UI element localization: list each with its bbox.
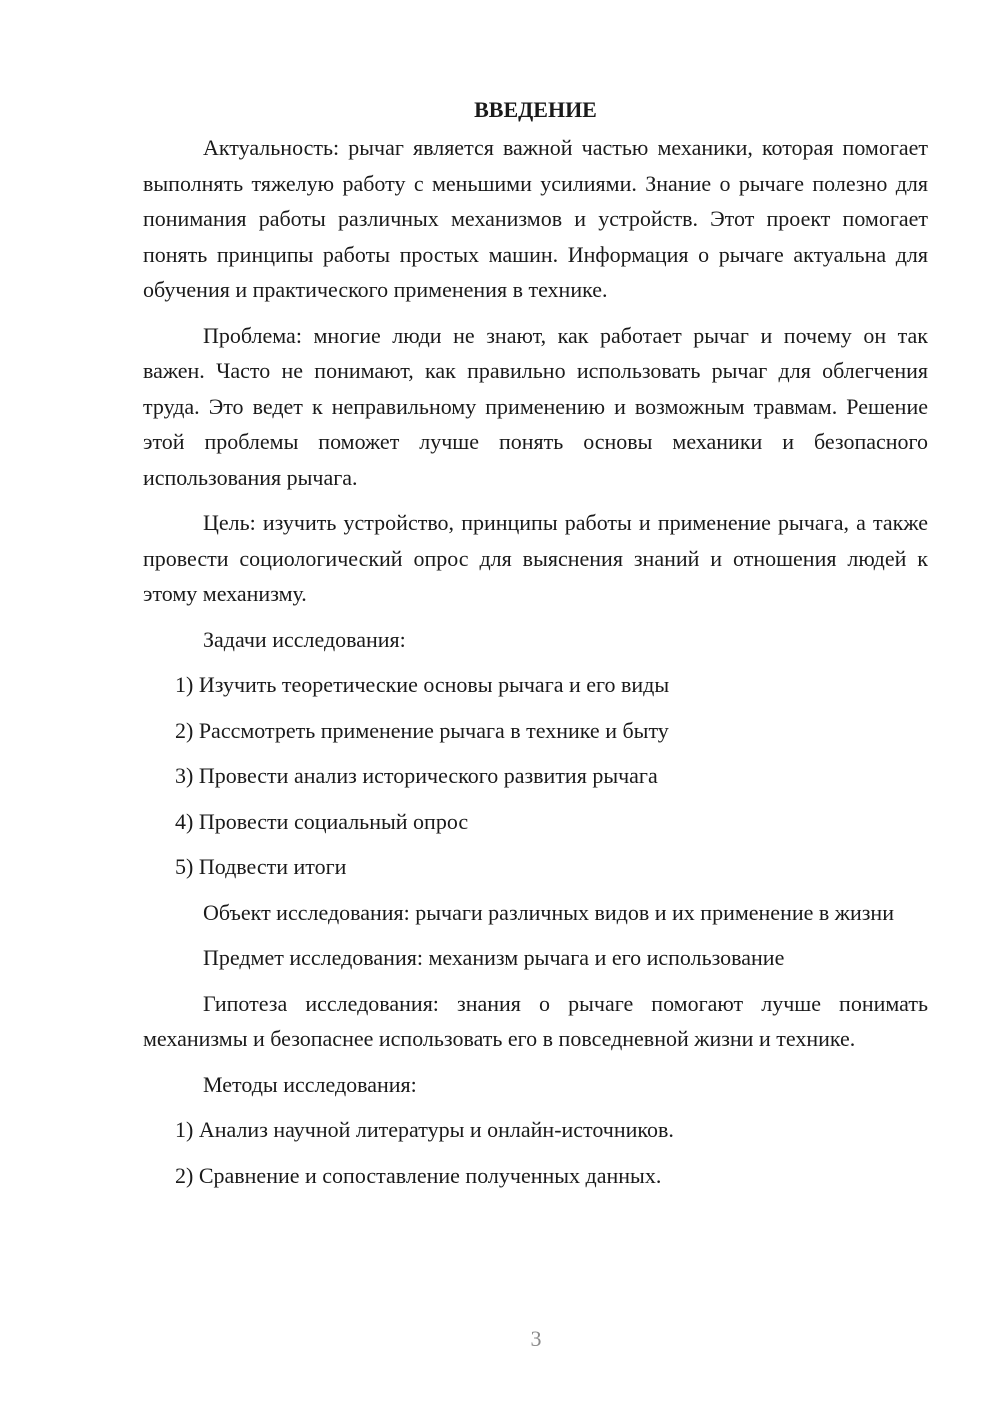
methods-heading: Методы исследования:: [203, 1071, 417, 1097]
list-item: 5) Подвести итоги: [175, 854, 347, 879]
object-paragraph: Объект исследования: рычаги различных видов и их применение в жизни: [203, 899, 894, 925]
list-item: 3) Провести анализ исторического развития рычага: [175, 763, 658, 788]
tasks-heading: Задачи исследования:: [203, 626, 406, 652]
relevance-paragraph: Актуальность: рычаг является важной частью механики, которая помогает выполнять тяжелую работу с меньшими усилиями. Знание о рычаге полезно для понимания работы различных механизмов и устройств. Этот проект помогает понять принципы работы простых машин. Информация о рычаге актуальна для обучения и практического применения в технике.: [143, 135, 928, 302]
methods-list: [143, 1112, 928, 1193]
tasks-list: [143, 667, 928, 885]
document-page: [143, 92, 928, 1203]
list-item: 1) Анализ научной литературы и онлайн-источников.: [175, 1117, 674, 1142]
list-item: 2) Сравнение и сопоставление полученных данных.: [175, 1162, 662, 1188]
problem-paragraph: Проблема: многие люди не знают, как работает рычаг и почему он так важен. Часто не понимают, как правильно использовать рычаг для облегчения труда. Это ведет к неправильному применению и возможным травмам. Решение этой проблемы поможет лучше понять основы механики и безопасного использования рычага.: [143, 322, 928, 490]
goal-paragraph: Цель: изучить устройство, принципы работы и применение рычага, а также провести социологический опрос для выяснения знаний и отношения людей к этому механизму.: [143, 510, 928, 606]
page-number: 3: [530, 1326, 542, 1351]
list-item: 1) Изучить теоретические основы рычага и его виды: [175, 672, 670, 697]
list-item: 2) Рассмотреть применение рычага в технике и быту: [175, 717, 669, 743]
subject-paragraph: Предмет исследования: механизм рычага и его использование: [203, 945, 785, 970]
hypothesis-paragraph: Гипотеза исследования: знания о рычаге помогают лучше понимать механизмы и безопаснее использовать его в повседневной жизни и технике.: [143, 990, 928, 1051]
page-title: ВВЕДЕНИЕ: [474, 97, 597, 122]
list-item: 4) Провести социальный опрос: [175, 808, 469, 834]
